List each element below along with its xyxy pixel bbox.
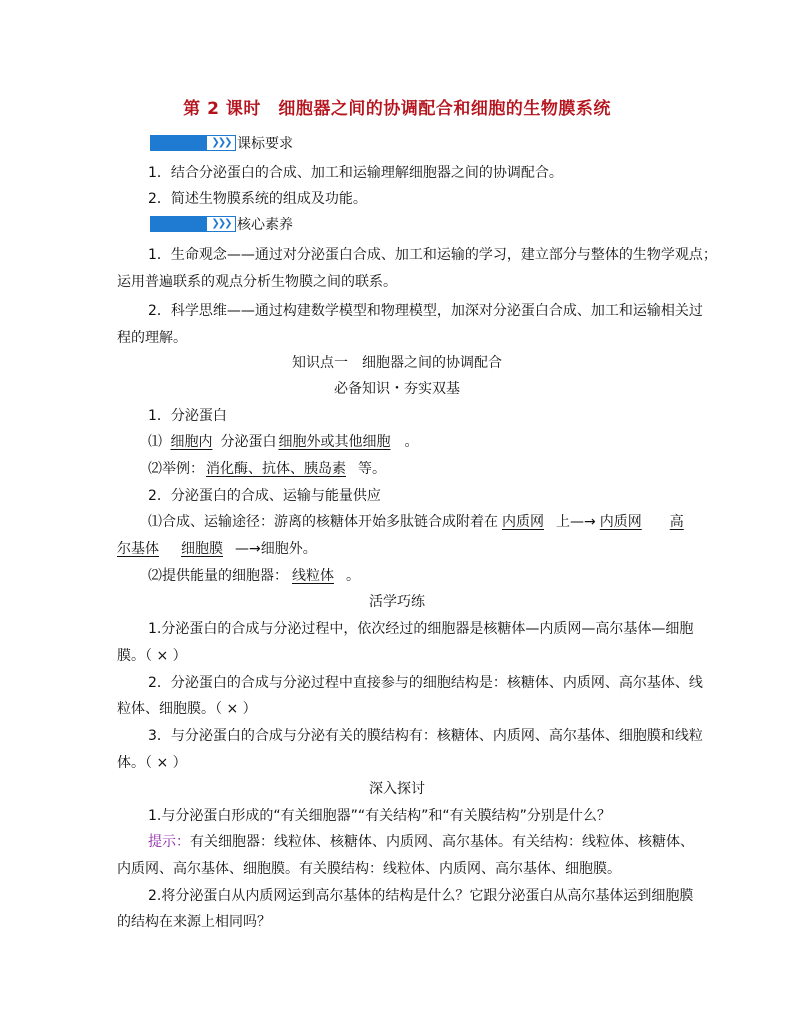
practice-q2-line2: 粒体、细胞膜。（ × ）	[117, 701, 257, 717]
section-label: 课标要求	[237, 136, 293, 152]
knowledge-p1-2	[148, 458, 386, 478]
inline-text: 等。	[358, 461, 386, 477]
answer-blank: 内质网	[599, 514, 642, 530]
explore-hint-line2: 内质网、高尔基体、细胞膜。有关膜结构：线粒体、内质网、高尔基体、细胞膜。	[117, 861, 621, 877]
inline-text: ⑵举例：	[148, 461, 204, 477]
knowledge-p1: 1．分泌蛋白	[148, 408, 227, 424]
knowledge-p2-1-line2	[117, 538, 317, 558]
answer-blank: 尔基体	[117, 541, 159, 557]
practice-q1-line2: 膜。（ × ）	[117, 648, 187, 664]
list-marker: ⑴	[148, 434, 162, 450]
answer-blank: 线粒体	[292, 568, 334, 584]
practice-q3-line1: 3．与分泌蛋白的合成与分泌有关的膜结构有：核糖体、内质网、高尔基体、细胞膜和线粒	[148, 728, 703, 744]
knowledge-subheading: 必备知识・夯实双基	[334, 381, 460, 397]
inline-text: 分泌蛋白	[220, 434, 277, 450]
section-label: 核心素养	[237, 217, 293, 233]
inline-text: ⑴合成、运输途径：游离的核糖体开始多肽链合成附着在	[148, 514, 498, 530]
explore-q2-line2: 的结构在来源上相同吗？	[117, 914, 271, 930]
answer-blank: 细胞内	[170, 434, 213, 450]
practice-q1-line1: 1.分泌蛋白的合成与分泌过程中，依次经过的细胞器是核糖体—内质网—高尔基体—细胞	[148, 621, 694, 637]
explore-hint-line1	[148, 831, 694, 851]
triple-chevron-right-icon: ❯❯❯	[206, 216, 236, 232]
practice-q2-line1: 2．分泌蛋白的合成与分泌过程中直接参与的细胞结构是：核糖体、内质网、高尔基体、线	[148, 675, 703, 691]
knowledge-p2: 2．分泌蛋白的合成、运输与能量供应	[148, 488, 381, 504]
kebiao-item-1: 1．结合分泌蛋白的合成、加工和运输理解细胞器之间的协调配合。	[148, 165, 563, 181]
kebiao-item-2: 2．简述生物膜系统的组成及功能。	[148, 191, 367, 207]
suyang-item-1-line1: 1．生命观念——通过对分泌蛋白合成、加工和运输的学习，建立部分与整体的生物学观点；	[148, 247, 717, 263]
suyang-item-1-line2: 运用普遍联系的观点分析生物膜之间的联系。	[117, 274, 397, 290]
lesson-title: 第 2 课时 细胞器之间的协调配合和细胞的生物膜系统	[183, 99, 611, 119]
inline-text: 。	[404, 434, 419, 450]
explore-q2-line1: 2.将分泌蛋白从内质网运到高尔基体的结构是什么？它跟分泌蛋白从高尔基体运到细胞膜	[148, 888, 694, 904]
inline-text: 。	[346, 568, 360, 584]
answer-blank: 细胞膜	[181, 541, 223, 557]
inline-text: 有关细胞器：线粒体、核糖体、内质网、高尔基体。有关结构：线粒体、核糖体、	[190, 834, 694, 850]
knowledge-p1-1	[148, 431, 418, 451]
practice-heading: 活学巧练	[369, 594, 425, 610]
knowledge-heading: 知识点一 细胞器之间的协调配合	[292, 355, 502, 371]
inline-text: 上—→	[556, 514, 596, 530]
practice-q3-line2: 体。（ × ）	[117, 755, 187, 771]
knowledge-p2-2	[148, 565, 360, 585]
tag-bar	[150, 135, 206, 151]
answer-blank: 内质网	[502, 514, 544, 530]
hint-label: 提示：	[148, 834, 190, 850]
answer-blank: 消化酶、抗体、胰岛素	[206, 461, 346, 477]
inline-text: —→细胞外。	[235, 541, 317, 557]
explore-q1: 1.与分泌蛋白形成的“有关细胞器”“有关结构”和“有关膜结构”分别是什么？	[148, 808, 611, 824]
triple-chevron-right-icon: ❯❯❯	[206, 135, 236, 151]
answer-blank: 高	[669, 514, 684, 530]
explore-heading: 深入探讨	[369, 781, 425, 797]
suyang-item-2-line2: 程的理解。	[117, 330, 187, 346]
answer-blank: 细胞外或其他细胞	[278, 434, 391, 450]
tag-bar	[150, 216, 206, 232]
knowledge-p2-1-line1	[148, 511, 684, 531]
inline-text: ⑵提供能量的细胞器：	[148, 568, 288, 584]
suyang-item-2-line1: 2．科学思维——通过构建数学模型和物理模型，加深对分泌蛋白合成、加工和运输相关过	[148, 303, 703, 319]
